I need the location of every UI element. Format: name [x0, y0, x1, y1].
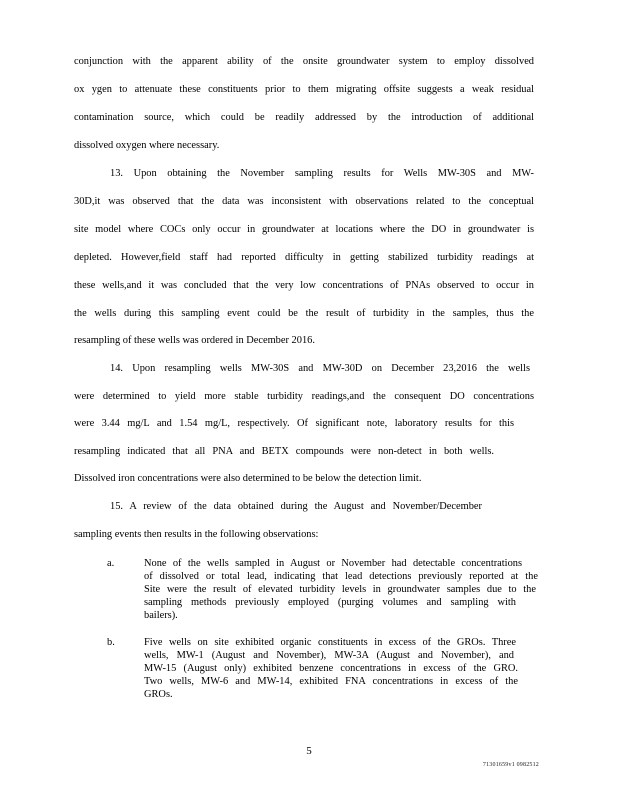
item-a-line: of dissolved or total lead, indicating that lead detections previously reported at the [144, 571, 538, 582]
para14-line: resampling indicated that all PNA and BETX compounds were non-detect in both wells. [74, 446, 494, 457]
document-id: 71301659v1 0982512 [482, 762, 539, 768]
para13-line: these wells,and it was concluded that the very low concentrations of PNAs observed to occur in [74, 280, 534, 291]
item-b-line: Two wells, MW-6 and MW-14, exhibited FNA concentrations in excess of the [144, 676, 518, 687]
para15-line: 15. A review of the data obtained during the August and November/December [110, 501, 482, 512]
para14-line: were determined to yield more stable turbidity readings,and the consequent DO concentrations [74, 391, 534, 402]
page-number: 5 [306, 745, 312, 757]
intro-line: dissolved oxygen where necessary. [74, 140, 220, 151]
item-b-label: b. [107, 637, 115, 648]
para14-line: 14. Upon resampling wells MW-30S and MW-30D on December 23,2016 the wells [110, 363, 530, 374]
item-b-line: MW-15 (August only) exhibited benzene concentrations in excess of the GRO. [144, 663, 518, 674]
para13-line: 13. Upon obtaining the November sampling results for Wells MW-30S and MW- [110, 168, 534, 179]
para15-line: sampling events then results in the following observations: [74, 529, 319, 540]
para13-line: the wells during this sampling event could be the result of turbidity in the samples, thus the [74, 308, 534, 319]
item-a-line: Site were the result of elevated turbidity levels in groundwater samples due to the [144, 584, 536, 595]
item-a-line: None of the wells sampled in August or November had detectable concentrations [144, 558, 522, 569]
item-a-line: bailers). [144, 610, 178, 621]
intro-line: conjunction with the apparent ability of the onsite groundwater system to employ dissolved [74, 56, 534, 67]
intro-line: contamination source, which could be readily addressed by the introduction of additional [74, 112, 534, 123]
item-b-line: GROs. [144, 689, 173, 700]
item-b-line: Five wells on site exhibited organic constituents in excess of the GROs. Three [144, 637, 516, 648]
para14-line: were 3.44 mg/L and 1.54 mg/L, respectively. Of significant note, laboratory results for this [74, 418, 514, 429]
para13-line: site model where COCs only occur in groundwater at locations where the DO in groundwater is [74, 224, 534, 235]
item-a-line: sampling methods previously employed (purging volumes and sampling with [144, 597, 516, 608]
item-b-line: wells, MW-1 (August and November), MW-3A (August and November), and [144, 650, 514, 661]
intro-line: ox ygen to attenuate these constituents prior to them migrating offsite suggests a weak residual [74, 84, 534, 95]
para13-line: depleted. However,field staff had reported difficulty in getting stabilized turbidity readings at [74, 252, 534, 263]
para13-line: resampling of these wells was ordered in December 2016. [74, 335, 315, 346]
item-a-label: a. [107, 558, 115, 569]
para13-line: 30D,it was observed that the data was inconsistent with observations related to the conceptual [74, 196, 534, 207]
para14-line: Dissolved iron concentrations were also determined to be below the detection limit. [74, 473, 422, 484]
